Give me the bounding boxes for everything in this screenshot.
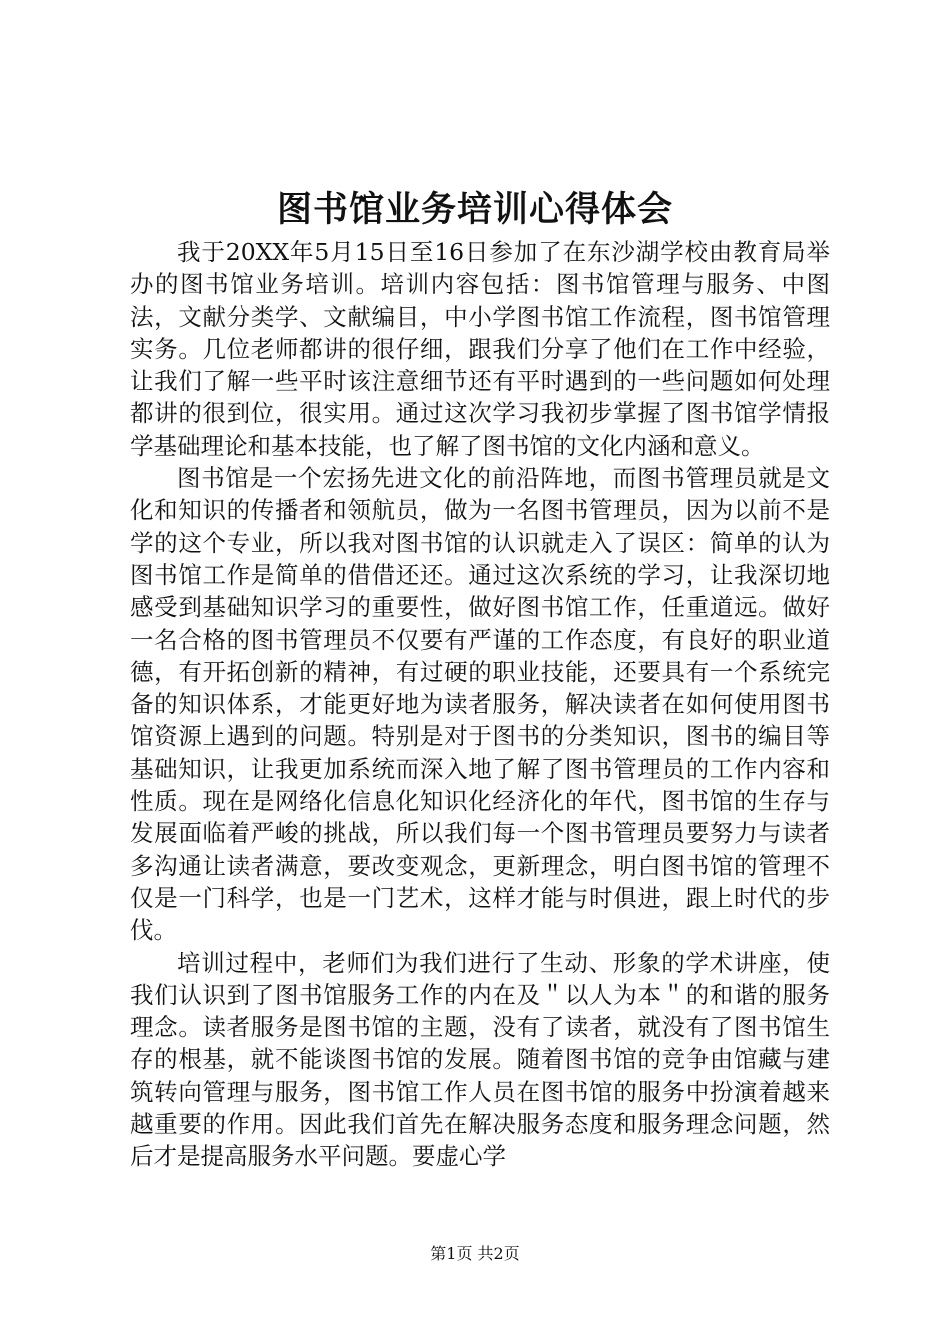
document-body <box>130 236 830 1173</box>
document-title: 图书馆业务培训心得体会 <box>276 189 673 230</box>
paragraph-2: 图书馆是一个宏扬先进文化的前沿阵地，而图书管理员就是文化和知识的传播者和领航员，做为一名图书管理员，因为以前不是学的这个专业，所以我对图书馆的认识就走入了误区：简单的认为图书馆工作是简单的借借还还。通过这次系统的学习，让我深切地感受到基础知识学习的重要性，做好图书馆工作，任重道远。做好一名合格的图书管理员不仅要有严谨的工作态度，有良好的职业道德，有开拓创新的精神，有过硬的职业技能，还要具有一个系统完备的知识体系，才能更好地为读者服务，解决读者在如何使用图书馆资源上遇到的问题。特别是对于图书的分类知识，图书的编目等基础知识，让我更加系统而深入地了解了图书管理员的工作内容和性质。现在是网络化信息化知识化经济化的年代，图书馆的生存与发展面临着严峻的挑战，所以我们每一个图书管理员要努力与读者多沟通让读者满意，要改变观念，更新理念，明白图书馆的管理不仅是一门科学，也是一门艺术，这样才能与时俱进，跟上时代的步伐。 <box>130 464 830 945</box>
paragraph-1: 我于20XX年5月15日至16日参加了在东沙湖学校由教育局举办的图书馆业务培训。培训内容包括：图书馆管理与服务、中图法，文献分类学、文献编目，中小学图书馆工作流程，图书馆管理实务。几位老师都讲的很仔细，跟我们分享了他们在工作中经验，让我们了解一些平时该注意细节还有平时遇到的一些问题如何处理都讲的很到位，很实用。通过这次学习我初步掌握了图书馆学情报学基础理论和基本技能，也了解了图书馆的文化内涵和意义。 <box>130 238 830 460</box>
page-footer: 第1页 共2页 <box>430 1244 520 1263</box>
paragraph-3: 培训过程中，老师们为我们进行了生动、形象的学术讲座，使我们认识到了图书馆服务工作的内在及＂以人为本＂的和谐的服务理念。读者服务是图书馆的主题，没有了读者，就没有了图书馆生存的根基，就不能谈图书馆的发展。随着图书馆的竞争由馆藏与建筑转向管理与服务，图书馆工作人员在图书馆的服务中扮演着越来越重要的作用。因此我们首先在解决服务态度和服务理念问题，然后才是提高服务水平问题。要虚心学 <box>130 948 830 1171</box>
